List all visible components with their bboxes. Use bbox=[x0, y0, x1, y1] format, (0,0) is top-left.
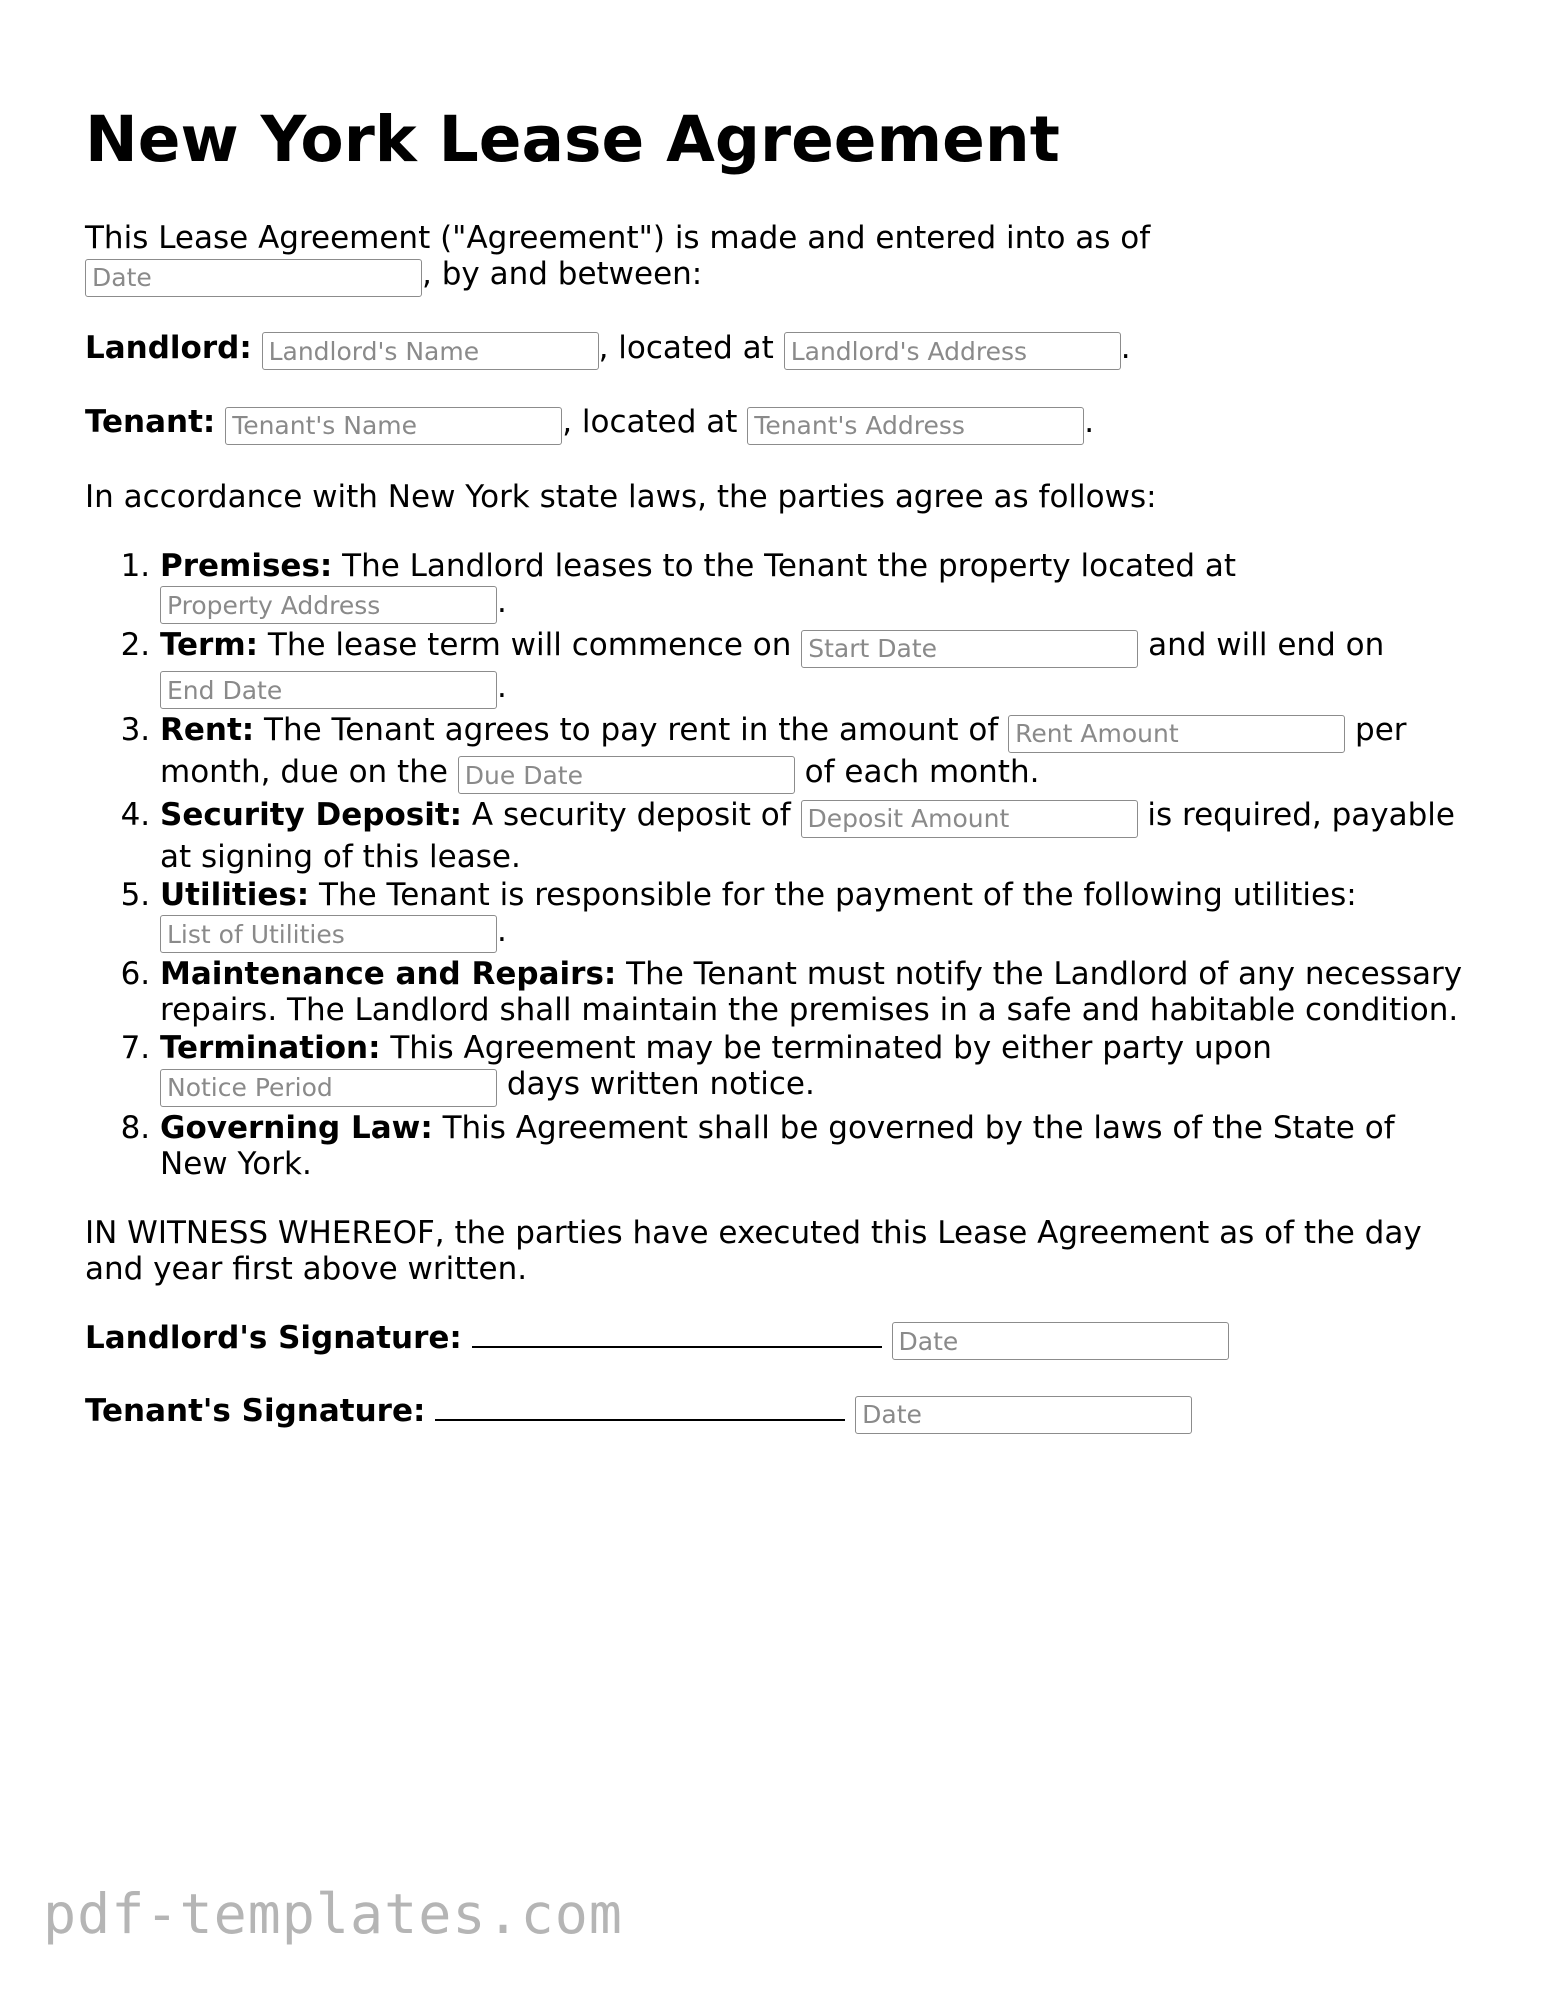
utilities-label: Utilities: bbox=[160, 876, 310, 913]
deposit-text: A security deposit of bbox=[462, 797, 791, 833]
term-label: Term: bbox=[160, 627, 259, 663]
rent-text: The Tenant agrees to pay rent in the amount of bbox=[254, 712, 999, 748]
tenant-line-end: . bbox=[1084, 404, 1095, 440]
rent-end: of each month. bbox=[804, 753, 1040, 790]
governing-label: Governing Law: bbox=[160, 1109, 433, 1146]
term-end: . bbox=[497, 668, 507, 705]
term-utilities bbox=[160, 877, 1465, 955]
term-premises bbox=[160, 548, 1465, 626]
utilities-end: . bbox=[497, 912, 507, 949]
agreement-date-input[interactable] bbox=[85, 259, 422, 297]
termination-end: days written notice. bbox=[506, 1066, 815, 1102]
premises-text: The Landlord leases to the Tenant the property located at bbox=[332, 547, 1237, 584]
term-middle-text: and will end on bbox=[1148, 627, 1385, 663]
maintenance-label: Maintenance and Repairs: bbox=[160, 956, 617, 992]
rent-amount-input[interactable] bbox=[1008, 715, 1345, 753]
accordance-paragraph: In accordance with New York state laws, the parties agree as follows: bbox=[85, 478, 1157, 515]
intro-text-after: , by and between: bbox=[422, 256, 703, 292]
watermark: pdf-templates.com bbox=[43, 1882, 623, 1946]
term-term bbox=[160, 627, 1465, 710]
notice-period-input[interactable] bbox=[160, 1069, 497, 1107]
page-title: New York Lease Agreement bbox=[85, 103, 1060, 176]
deposit-end: is required, payable at signing of this lease. bbox=[160, 797, 1455, 875]
lease-document bbox=[85, 100, 1465, 1467]
tenant-label: Tenant: bbox=[85, 404, 216, 440]
term-text: The lease term will commence on bbox=[258, 627, 792, 663]
witness-paragraph: IN WITNESS WHEREOF, the parties have executed this Lease Agreement as of the day and year first above written. bbox=[85, 1214, 1422, 1287]
landlord-address-input[interactable] bbox=[784, 332, 1121, 370]
tenant-signature-label: Tenant's Signature: bbox=[85, 1393, 426, 1429]
landlord-signature-blank[interactable] bbox=[472, 1320, 882, 1348]
maintenance-text: The Tenant must notify the Landlord of any necessary repairs. The Landlord shall maintain the premises in a safe and habitable condition. bbox=[160, 956, 1463, 1028]
intro-paragraph bbox=[85, 220, 1465, 297]
terms-list bbox=[85, 548, 1465, 1182]
landlord-located-text: , located at bbox=[598, 329, 774, 366]
utilities-text: The Tenant is responsible for the payment of the following utilities: bbox=[309, 876, 1357, 913]
deposit-amount-input[interactable] bbox=[801, 800, 1138, 838]
term-rent bbox=[160, 712, 1465, 795]
tenant-signature-blank[interactable] bbox=[435, 1393, 845, 1421]
tenant-address-input[interactable] bbox=[747, 407, 1084, 445]
utilities-input[interactable] bbox=[160, 915, 497, 953]
start-date-input[interactable] bbox=[801, 630, 1138, 668]
rent-middle-text: per month, due on the bbox=[160, 712, 1407, 790]
term-security-deposit bbox=[160, 797, 1465, 875]
landlord-signature-date-input[interactable] bbox=[892, 1322, 1229, 1360]
landlord-line-end: . bbox=[1120, 329, 1131, 366]
deposit-label: Security Deposit: bbox=[160, 797, 463, 833]
tenant-name-input[interactable] bbox=[225, 407, 562, 445]
landlord-signature-label: Landlord's Signature: bbox=[85, 1319, 462, 1356]
termination-text: This Agreement may be terminated by either party upon bbox=[380, 1030, 1272, 1066]
premises-end: . bbox=[497, 583, 507, 620]
premises-label: Premises: bbox=[160, 547, 333, 584]
governing-text: This Agreement shall be governed by the laws of the State of New York. bbox=[160, 1109, 1395, 1182]
tenant-signature-line bbox=[85, 1393, 1465, 1434]
rent-label: Rent: bbox=[160, 712, 255, 748]
due-date-input[interactable] bbox=[458, 756, 795, 794]
tenant-line bbox=[85, 404, 1465, 445]
landlord-signature-line bbox=[85, 1320, 1465, 1361]
termination-label: Termination: bbox=[160, 1030, 381, 1066]
term-termination bbox=[160, 1030, 1465, 1108]
tenant-located-text: , located at bbox=[562, 404, 738, 440]
landlord-line bbox=[85, 330, 1465, 371]
term-maintenance bbox=[160, 956, 1465, 1028]
landlord-name-input[interactable] bbox=[262, 332, 599, 370]
intro-text: This Lease Agreement ("Agreement") is made and entered into as of bbox=[85, 220, 1151, 256]
end-date-input[interactable] bbox=[160, 671, 497, 709]
tenant-signature-date-input[interactable] bbox=[855, 1396, 1192, 1434]
property-address-input[interactable] bbox=[160, 586, 497, 624]
landlord-label: Landlord: bbox=[85, 329, 252, 366]
term-governing-law bbox=[160, 1110, 1465, 1182]
